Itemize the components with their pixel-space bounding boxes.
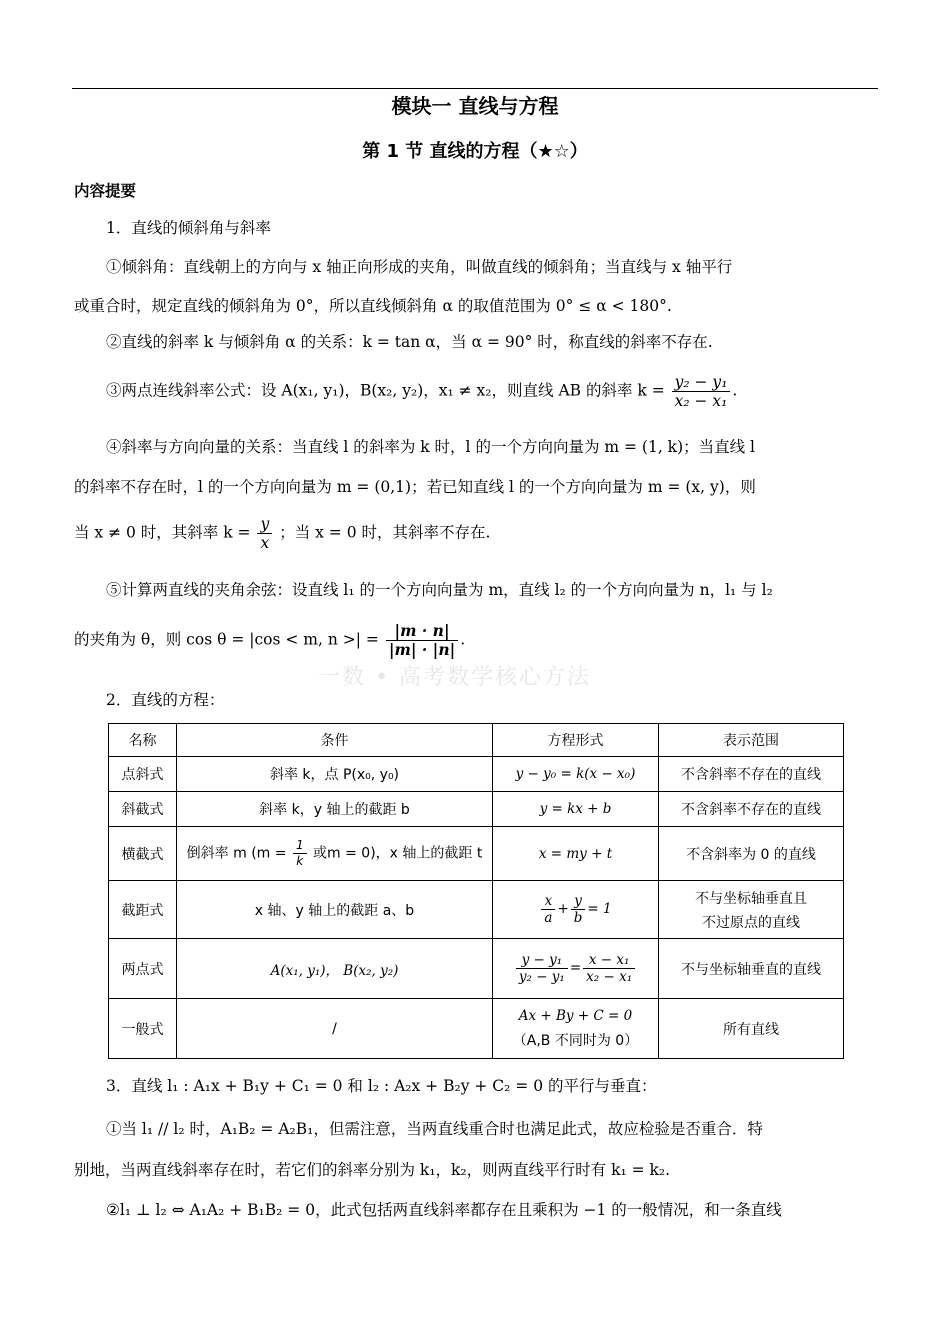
row-name: 横截式 bbox=[109, 827, 177, 881]
watermark: 一数 • 高考数学核心方法 bbox=[318, 665, 591, 690]
intercept-num-x: x bbox=[541, 893, 555, 910]
two-point-fraction-x bbox=[583, 952, 635, 985]
row-condition bbox=[177, 827, 493, 881]
row-name: 点斜式 bbox=[109, 757, 177, 792]
table-header-condition: 条件 bbox=[177, 724, 493, 757]
intercept-den-a: a bbox=[544, 910, 553, 926]
table-header-form: 方程形式 bbox=[493, 724, 659, 757]
line-equation-table bbox=[108, 723, 844, 1059]
row-range: 不含斜率不存在的直线 bbox=[659, 757, 844, 792]
intercept-fraction-x bbox=[541, 893, 555, 926]
cosine-period: . bbox=[460, 630, 466, 649]
table-row bbox=[109, 827, 844, 881]
row-condition: 斜率 k，y 轴上的截距 b bbox=[177, 792, 493, 827]
row-condition: / bbox=[177, 999, 493, 1059]
cosine-fraction bbox=[386, 622, 458, 659]
row-form: x = my + t bbox=[493, 827, 659, 881]
part1-title: 1．直线的倾斜角与斜率 bbox=[106, 219, 271, 237]
intercept-fraction-y bbox=[571, 893, 586, 926]
intercept-den-b: b bbox=[573, 910, 583, 926]
part1-item1-line2: 或重合时，规定直线的倾斜角为 0°，所以直线倾斜角 α 的取值范围为 0° ≤ α < 180°. bbox=[74, 297, 672, 315]
row-condition: 斜率 k，点 P(x₀, y₀) bbox=[177, 757, 493, 792]
intercept-tail: = 1 bbox=[587, 901, 612, 917]
row-form: $\frac{x}{a}$ + $\frac{y}{b}$ = 1 bbox=[493, 881, 659, 939]
part2-title: 2．直线的方程： bbox=[106, 691, 225, 709]
two-point-den-y: y₂ − y₁ bbox=[518, 969, 565, 985]
row-form-line2: （A,B 不同时为 0） bbox=[512, 1032, 639, 1049]
row-range-line1: 不与坐标轴垂直且 bbox=[695, 890, 807, 907]
section-title: 第 1 节 直线的方程（★☆） bbox=[362, 141, 588, 162]
part1-item5-line1: ⑤计算两直线的夹角余弦：设直线 l₁ 的一个方向向量为 m，直线 l₂ 的一个方向向量为 n，l₁ 与 l₂ bbox=[106, 581, 773, 599]
two-point-num-y: y − y₁ bbox=[516, 952, 568, 969]
part1-item1-line1: ①倾斜角：直线朝上的方向与 x 轴正向形成的夹角，叫做直线的倾斜角；当直线与 x 轴平行 bbox=[106, 258, 733, 276]
row-form bbox=[493, 999, 659, 1059]
row-name: 两点式 bbox=[109, 939, 177, 999]
row-name: 斜截式 bbox=[109, 792, 177, 827]
inverse-slope-denominator: k bbox=[296, 854, 304, 868]
inverse-slope-fraction bbox=[293, 838, 307, 869]
table-row bbox=[109, 939, 844, 999]
row-condition-b: 或m = 0)，x 轴上的截距 t bbox=[313, 845, 483, 862]
cosine-numerator: |m · n| bbox=[386, 622, 458, 641]
module-title: 模块一 直线与方程 bbox=[391, 94, 559, 118]
row-form: y − y₀ = k(x − x₀) bbox=[493, 757, 659, 792]
row-range: 不含斜率不存在的直线 bbox=[659, 792, 844, 827]
direction-slope-numerator: y bbox=[257, 515, 272, 534]
row-range bbox=[659, 881, 844, 939]
part3-title: 3．直线 l₁ : A₁x + B₁y + C₁ = 0 和 l₂ : A₂x + B₂y + C₂ = 0 的平行与垂直： bbox=[106, 1077, 657, 1095]
part3-item1-line2: 别地，当两直线斜率存在时，若它们的斜率分别为 k₁，k₂，则两直线平行时有 k₁ = k₂. bbox=[74, 1161, 671, 1179]
two-point-fraction-y bbox=[516, 952, 568, 985]
intercept-num-y: y bbox=[571, 893, 586, 910]
part1-item4-line3 bbox=[74, 515, 490, 552]
cosine-denominator: |m| · |n| bbox=[388, 640, 456, 659]
row-range: 不与坐标轴垂直的直线 bbox=[659, 939, 844, 999]
row-condition-a: 倒斜率 m (m = bbox=[186, 845, 287, 862]
part1-item2: ②直线的斜率 k 与倾斜角 α 的关系：k = tan α，当 α = 90° 时，称直线的斜率不存在. bbox=[106, 333, 713, 351]
part3-item1-line1: ①当 l₁ // l₂ 时，A₁B₂ = A₂B₁，但需注意，当两直线重合时也满足此式，故应检验是否重合．特 bbox=[106, 1120, 763, 1138]
slope-fraction bbox=[672, 373, 731, 410]
row-form: $\frac{\text{y − y₁}}{\text{y₂ − y₁}}$ = $\frac{\text{x − x₁}}{\text{x₂ − x₁}}$ bbox=[493, 939, 659, 999]
part1-item4-line2: 的斜率不存在时，l 的一个方向向量为 m = (0,1)；若已知直线 l 的一个方向向量为 m = (x, y)，则 bbox=[74, 478, 756, 496]
table-row bbox=[109, 792, 844, 827]
row-condition: A(x₁, y₁)， B(x₂, y₂) bbox=[177, 939, 493, 999]
row-range: 不含斜率为 0 的直线 bbox=[659, 827, 844, 881]
part1-item4-line3b: ；当 x = 0 时，其斜率不存在. bbox=[279, 523, 491, 542]
table-row bbox=[109, 881, 844, 939]
summary-heading: 内容提要 bbox=[74, 182, 137, 200]
row-name: 截距式 bbox=[109, 881, 177, 939]
two-point-den-x: x₂ − x₁ bbox=[586, 969, 633, 985]
row-name: 一般式 bbox=[109, 999, 177, 1059]
two-point-num-x: x − x₁ bbox=[583, 952, 635, 969]
part1-item4-line3a: 当 x ≠ 0 时，其斜率 k = bbox=[74, 523, 251, 542]
row-range-line2: 不过原点的直线 bbox=[702, 914, 800, 931]
table-header-range: 表示范围 bbox=[659, 724, 844, 757]
part1-item4-line1: ④斜率与方向向量的关系：当直线 l 的斜率为 k 时，l 的一个方向向量为 m = (1, k)；当直线 l bbox=[106, 438, 755, 456]
slope-denominator: x₂ − x₁ bbox=[674, 392, 728, 410]
table-row bbox=[109, 757, 844, 792]
inverse-slope-numerator: 1 bbox=[293, 838, 307, 854]
direction-slope-denominator: x bbox=[260, 534, 270, 552]
part3-item2-line1: ②l₁ ⊥ l₂ ⇔ A₁A₂ + B₁B₂ = 0，此式包括两直线斜率都存在且乘积为 −1 的一般情况，和一条直线 bbox=[106, 1201, 782, 1219]
row-range: 所有直线 bbox=[659, 999, 844, 1059]
row-form-line1: Ax + By + C = 0 bbox=[518, 1007, 633, 1024]
part1-item5-line2a: 的夹角为 θ，则 cos θ = |cos < m, n >| = bbox=[74, 630, 379, 649]
part1-item5-line2 bbox=[74, 622, 465, 659]
row-condition: x 轴、y 轴上的截距 a、b bbox=[177, 881, 493, 939]
top-rule bbox=[72, 88, 878, 89]
part1-item3-text: ③两点连线斜率公式：设 A(x₁, y₁)，B(x₂, y₂)，x₁ ≠ x₂，则直线 AB 的斜率 k = bbox=[106, 381, 665, 400]
direction-slope-fraction bbox=[257, 515, 272, 552]
part1-item3: ③两点连线斜率公式：设 A(x₁, y₁)，B(x₂, y₂)，x₁ ≠ x₂，则直线 AB 的斜率 k = $\frac{\text{y₂ − y₁}}{\text{x₂ − x₁}}$ . bbox=[106, 373, 738, 410]
table-header-row bbox=[109, 724, 844, 757]
table-row bbox=[109, 999, 844, 1059]
table-header-name: 名称 bbox=[109, 724, 177, 757]
slope-numerator: y₂ − y₁ bbox=[672, 373, 731, 392]
row-form: y = kx + b bbox=[493, 792, 659, 827]
